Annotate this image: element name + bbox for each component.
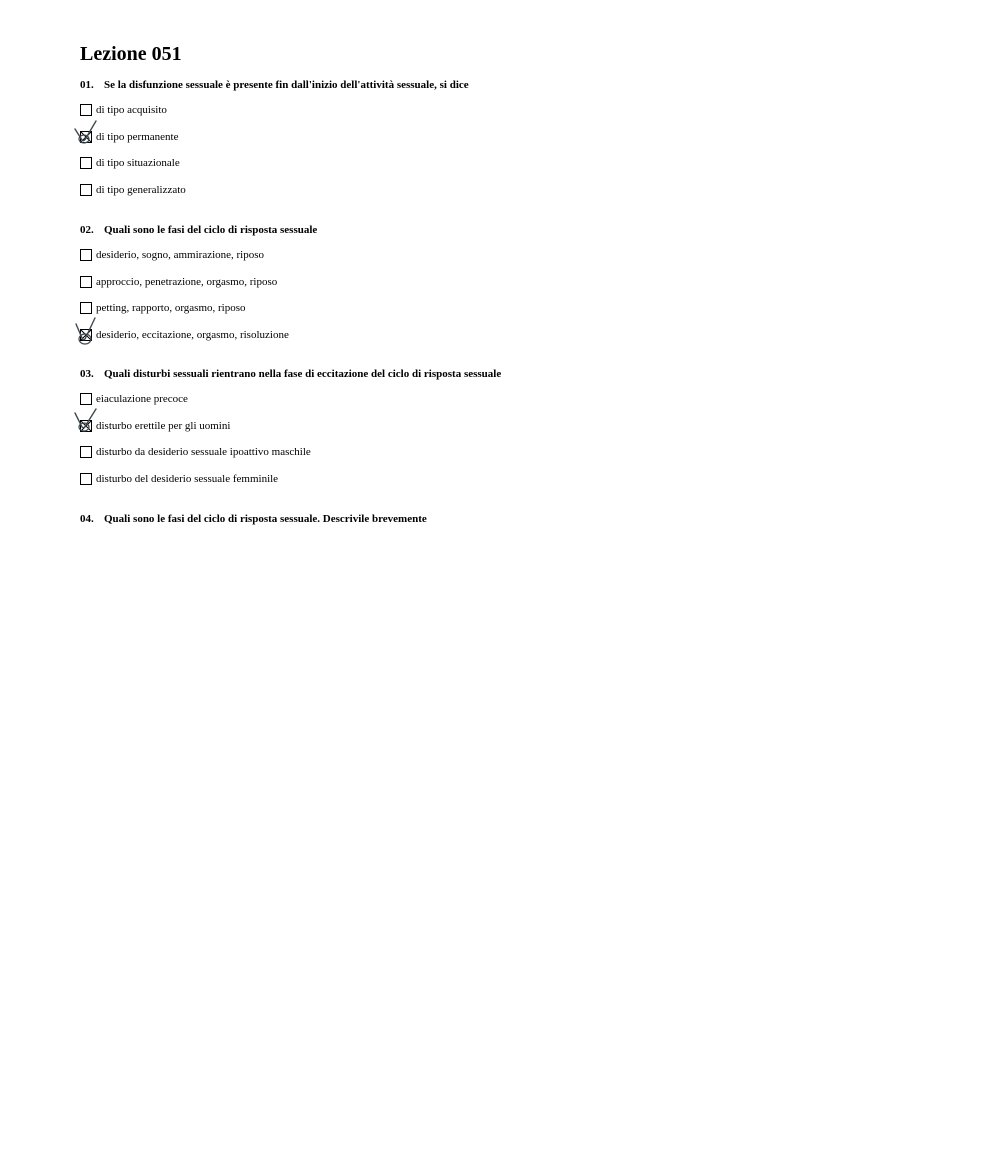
question-text: Quali disturbi sessuali rientrano nella fase di eccitazione del ciclo di risposta sessuale [104,368,502,380]
answer-checkbox[interactable] [80,446,92,458]
question-header [80,78,960,92]
answer-label: di tipo acquisito [96,104,167,116]
question-text: Quali sono le fasi del ciclo di risposta sessuale [104,224,318,236]
answer-option[interactable] [80,472,960,499]
answer-checkbox[interactable] [80,184,92,196]
question-number: 01. [80,79,94,91]
answer-option[interactable] [80,419,960,446]
answer-option[interactable] [80,156,960,183]
answer-checkbox[interactable] [80,302,92,314]
question-header [80,512,960,526]
question-number: 03. [80,368,94,380]
checkbox-x-icon [81,421,91,431]
question-04 [80,512,960,526]
answer-checkbox[interactable] [80,393,92,405]
answer-label: disturbo da desiderio sessuale ipoattivo maschile [96,446,311,459]
answer-label: desiderio, sogno, ammirazione, riposo [96,249,265,261]
checkbox-x-icon [81,330,91,340]
answer-label: di tipo permanente [96,130,179,143]
question-01 [80,78,960,209]
question-text: Quali sono le fasi del ciclo di risposta sessuale. Descrivile brevemente [104,513,427,525]
question-02 [80,223,960,354]
checkbox-x-icon [81,132,91,142]
answer-label: petting, rapporto, orgasmo, riposo [96,302,246,315]
answer-option[interactable] [80,103,960,130]
question-number: 04. [80,513,94,525]
answer-checkbox[interactable] [80,276,92,288]
answer-checkbox[interactable] [80,473,92,485]
answer-label: eiaculazione precoce [96,393,188,405]
answer-checkbox[interactable] [80,249,92,261]
answer-option[interactable] [80,183,960,210]
answer-checkbox[interactable] [80,157,92,169]
answer-checkbox-checked[interactable] [80,420,92,432]
answer-label: approccio, penetrazione, orgasmo, riposo [96,275,278,288]
answer-option[interactable] [80,130,960,157]
answer-option[interactable] [80,392,960,419]
answer-label: disturbo del desiderio sessuale femminile [96,472,279,485]
question-text: Se la disfunzione sessuale è presente fin dall'inizio dell'attività sessuale, si dice [104,79,469,91]
question-header [80,367,960,381]
question-number: 02. [80,224,94,236]
answer-checkbox-checked[interactable] [80,329,92,341]
options-list [80,103,960,209]
answer-option[interactable] [80,248,960,275]
options-list [80,392,960,498]
answer-checkbox[interactable] [80,104,92,116]
answer-option[interactable] [80,445,960,472]
answer-label: di tipo generalizzato [96,183,186,196]
question-03 [80,367,960,498]
answer-option[interactable] [80,275,960,302]
answer-option[interactable] [80,328,960,355]
answer-label: di tipo situazionale [96,157,180,170]
answer-option[interactable] [80,301,960,328]
answer-checkbox-checked[interactable] [80,131,92,143]
options-list [80,248,960,354]
answer-label: disturbo erettile per gli uomini [96,419,231,432]
page-title: Lezione 051 [80,43,182,65]
question-header [80,223,960,237]
answer-label: desiderio, eccitazione, orgasmo, risoluzione [96,328,289,341]
